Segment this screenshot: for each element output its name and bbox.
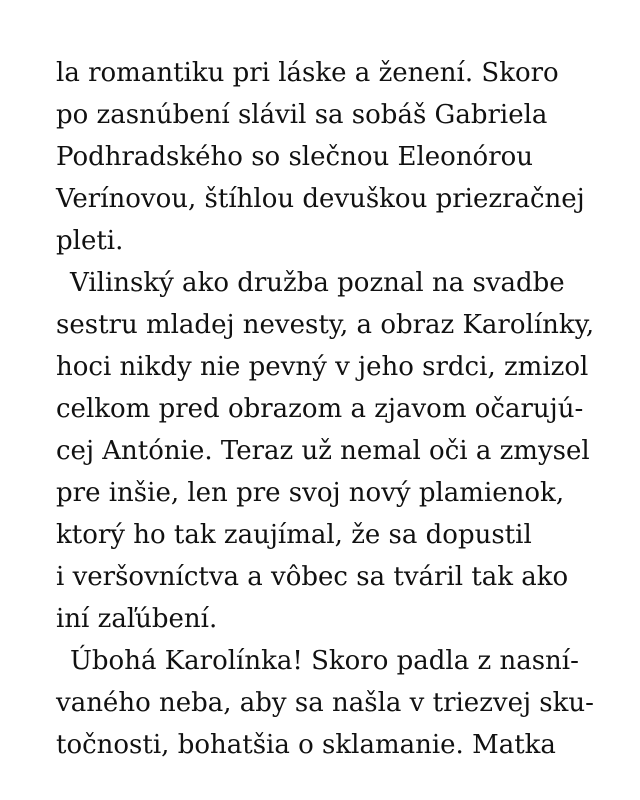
text-line: pleti. — [56, 226, 124, 256]
text-line: točnosti, bohatšia o sklamanie. Matka — [56, 730, 556, 760]
paragraph-first-line: Úbohá Karolínka! Skoro padla z nasní- — [70, 646, 579, 676]
text-line: vaného neba, aby sa našla v triezvej sku- — [56, 688, 594, 718]
paragraph-first-line: Vilinský ako družba poznal na svadbe — [70, 268, 565, 298]
text-line: cej Antónie. Teraz už nemal oči a zmysel — [56, 436, 590, 466]
text-line: celkom pred obrazom a zjavom očarujú- — [56, 394, 584, 424]
text-line: ktorý ho tak zaujímal, že sa dopustil — [56, 520, 532, 550]
text-line: pre inšie, len pre svoj nový plamienok, — [56, 478, 565, 508]
text-line: iní zaľúbení. — [56, 604, 218, 634]
text-line: Verínovou, štíhlou devuškou priezračnej — [56, 184, 585, 214]
text-line: po zasnúbení slávil sa sobáš Gabriela — [56, 100, 548, 130]
text-line: hoci nikdy nie pevný v jeho srdci, zmizol — [56, 352, 589, 382]
text-line: i veršovníctva a vôbec sa tváril tak ako — [56, 562, 569, 592]
text-line: Podhradského so slečnou Eleonórou — [56, 142, 534, 172]
text-line: sestru mladej nevesty, a obraz Karolínky, — [56, 310, 595, 340]
text-line: la romantiku pri láske a ženení. Skoro — [56, 58, 559, 88]
